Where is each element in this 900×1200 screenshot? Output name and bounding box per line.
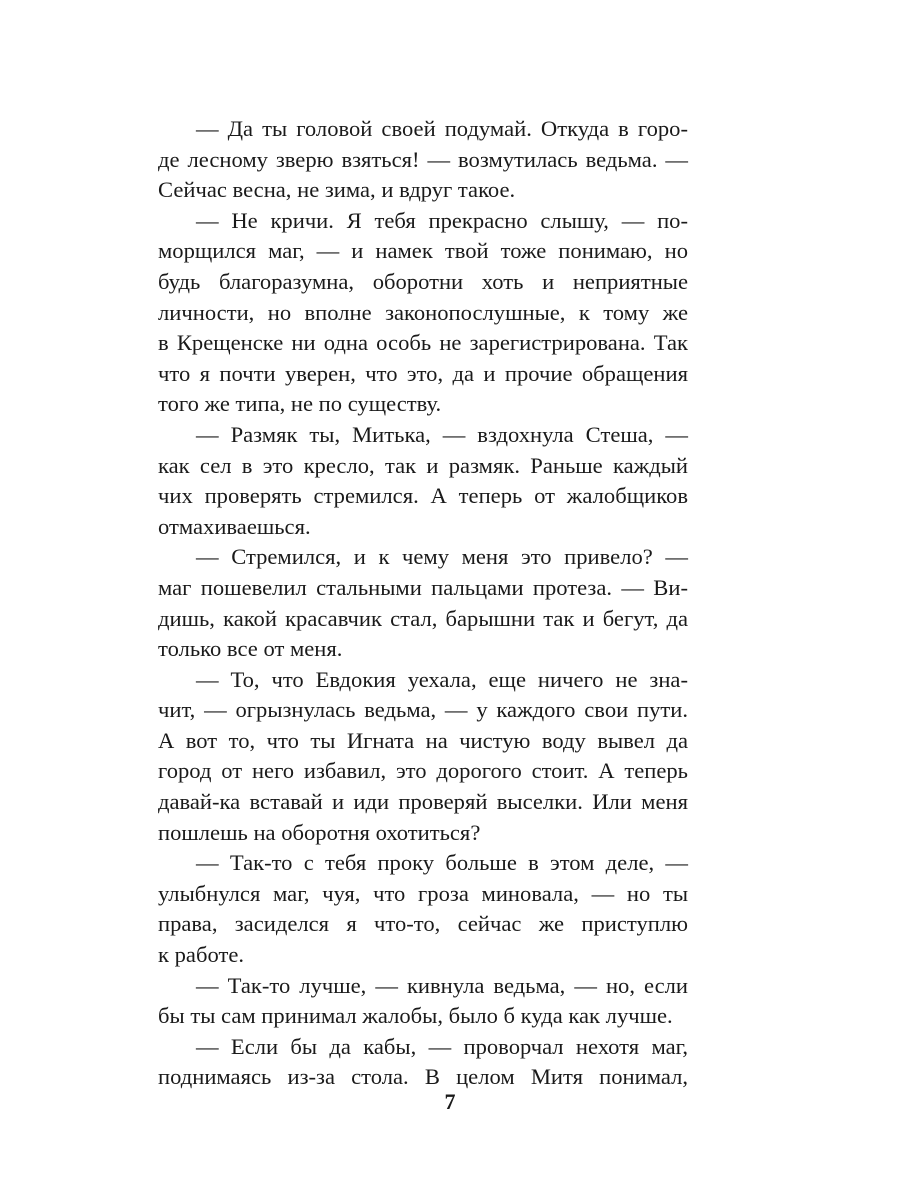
text-line: — То, что Евдокия уехала, еще ничего не зна- [196,666,688,692]
text-line: — Стремился, и к чему меня это привело? — [196,544,688,570]
text-line: к работе. [158,942,244,968]
page-body-text [158,114,688,1093]
text-line: Сейчас весна, не зима, и вдруг такое. [158,177,516,203]
text-line: дишь, какой красавчик стал, барышни так и бегут, да [158,605,688,631]
text-line: — Так-то лучше, — кивнула ведьма, — но, если [196,972,688,998]
text-line: чит, — огрызнулась ведьма, — у каждого свои пути. [158,697,688,723]
text-line: личности, но вполне законопослушные, к тому же [158,299,688,325]
text-line: — Не кричи. Я тебя прекрасно слышу, — по- [196,207,688,233]
paragraph [158,420,688,542]
text-line: бы ты сам принимал жалобы, было б куда как лучше. [158,1003,673,1029]
text-line: улыбнулся маг, чуя, что гроза миновала, — но ты [158,880,688,906]
paragraph [158,971,688,1032]
paragraph [158,1032,688,1093]
text-line: того же типа, не по существу. [158,391,442,417]
text-line: — Так-то с тебя проку больше в этом деле, — [196,850,688,876]
text-line: будь благоразумна, оборотни хоть и неприятные [158,268,688,294]
text-line: — Если бы да кабы, — проворчал нехотя маг, [196,1033,688,1059]
paragraph [158,114,688,206]
text-line: маг пошевелил стальными пальцами протеза. — Ви- [158,574,688,600]
text-line: отмахиваешься. [158,513,311,539]
paragraph [158,542,688,664]
text-line: давай-ка вставай и иди проверяй выселки. Или меня [158,789,688,815]
text-line: морщился маг, — и намек твой тоже понимаю, но [158,238,688,264]
text-line: что я почти уверен, что это, да и прочие обращения [158,360,688,386]
text-line: только все от меня. [158,636,343,662]
text-line: де лесному зверю взяться! — возмутилась ведьма. — [158,146,688,172]
page-number: 7 [444,1089,456,1114]
paragraph [158,206,688,420]
paragraph [158,665,688,849]
text-line: как сел в это кресло, так и размяк. Раньше каждый [158,452,688,478]
text-line: А вот то, что ты Игната на чистую воду вывел да [158,727,688,753]
text-line: права, засиделся я что-то, сейчас же приступлю [158,911,688,937]
paragraph [158,848,688,970]
text-line: в Крещенске ни одна особь не зарегистрирована. Так [158,330,688,356]
text-line: пошлешь на оборотня охотиться? [158,819,481,845]
text-line: — Размяк ты, Митька, — вздохнула Стеша, — [196,421,688,447]
text-line: поднимаясь из-за стола. В целом Митя понимал, [158,1064,688,1090]
text-line: чих проверять стремился. А теперь от жалобщиков [158,483,688,509]
text-line: город от него избавил, это дорогого стоит. А теперь [158,758,688,784]
text-line: — Да ты головой своей подумай. Откуда в горо- [196,116,688,141]
